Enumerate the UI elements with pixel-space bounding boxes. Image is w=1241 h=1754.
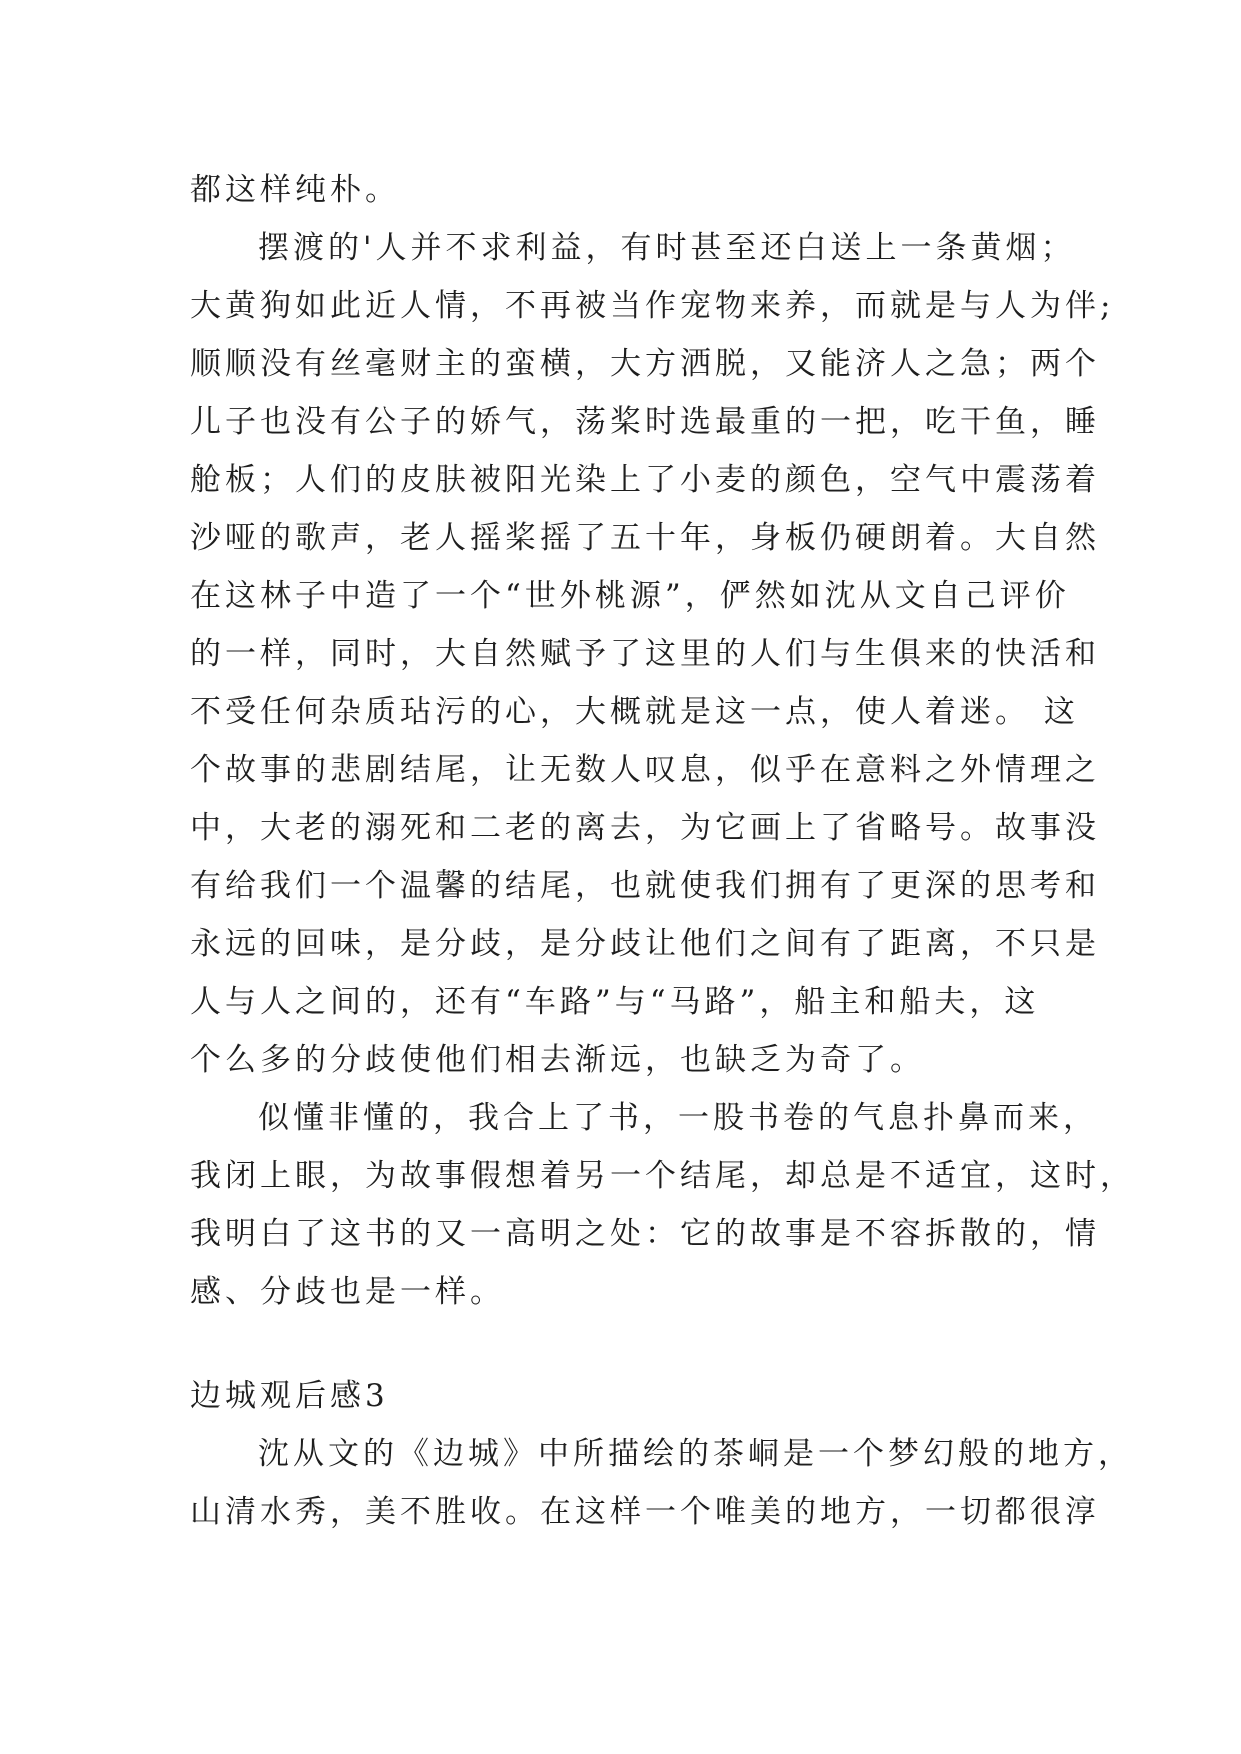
text-line: 感、分歧也是一样。 xyxy=(190,1274,505,1310)
text-line: 沙哑的歌声，老人摇桨摇了五十年，身板仍硬朗着。大自然 xyxy=(190,520,1100,556)
paragraph-first-line: 沈从文的《边城》中所描绘的茶峒是一个梦幻般的地方， xyxy=(258,1436,1133,1472)
text-line: 人与人之间的，还有“车路”与“马路”，船主和船夫，这 xyxy=(190,984,1040,1020)
text-line: 不受任何杂质玷污的心，大概就是这一点，使人着迷。 这 xyxy=(190,694,1079,730)
text-line: 中，大老的溺死和二老的离去，为它画上了省略号。故事没 xyxy=(190,810,1100,846)
text-line: 舱板；人们的皮肤被阳光染上了小麦的颜色，空气中震荡着 xyxy=(190,462,1100,498)
paragraph-first-line: 摆渡的'人并不求利益，有时甚至还白送上一条黄烟； xyxy=(258,230,1076,266)
text-line: 顺顺没有丝毫财主的蛮横，大方洒脱，又能济人之急；两个 xyxy=(190,346,1100,382)
text-line: 有给我们一个温馨的结尾，也就使我们拥有了更深的思考和 xyxy=(190,868,1100,904)
text-line: 都这样纯朴。 xyxy=(190,172,400,208)
text-line: 的一样，同时，大自然赋予了这里的人们与生俱来的快活和 xyxy=(190,636,1100,672)
text-line: 在这林子中造了一个“世外桃源”，俨然如沈从文自己评价 xyxy=(190,578,1070,614)
text-line: 我明白了这书的又一高明之处：它的故事是不容拆散的，情 xyxy=(190,1216,1100,1252)
text-line: 个么多的分歧使他们相去渐远，也缺乏为奇了。 xyxy=(190,1042,925,1078)
text-line: 永远的回味，是分歧，是分歧让他们之间有了距离，不只是 xyxy=(190,926,1100,962)
text-line: 儿子也没有公子的娇气，荡桨时选最重的一把，吃干鱼，睡 xyxy=(190,404,1100,440)
paragraph-first-line: 似懂非懂的，我合上了书，一股书卷的气息扑鼻而来， xyxy=(258,1100,1098,1136)
text-line: 个故事的悲剧结尾，让无数人叹息，似乎在意料之外情理之 xyxy=(190,752,1100,788)
text-line: 大黄狗如此近人情，不再被当作宠物来养，而就是与人为伴; xyxy=(190,288,1115,324)
text-line: 山清水秀，美不胜收。在这样一个唯美的地方，一切都很淳 xyxy=(190,1494,1100,1530)
section-heading: 边城观后感3 xyxy=(190,1378,389,1414)
text-line: 我闭上眼，为故事假想着另一个结尾，却总是不适宜，这时， xyxy=(190,1158,1135,1194)
